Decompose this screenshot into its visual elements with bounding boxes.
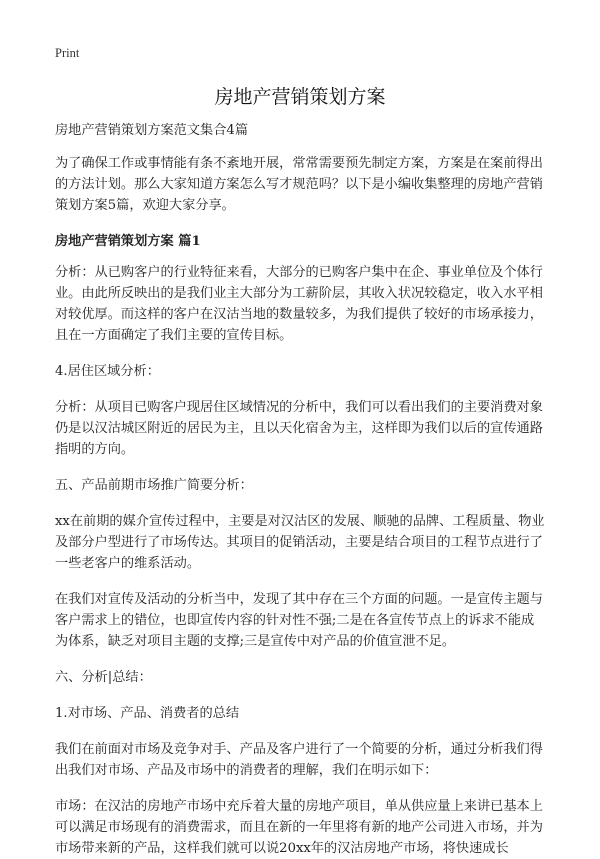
document-subtitle: 房地产营销策划方案范文集合4篇 xyxy=(55,123,249,138)
paragraph: 市场：在汉沽的房地产市场中充斥着大量的房地产项目，单从供应量上来讲已基本上可以满足市场现有的消费需求，而且在新的一年里将有新的地产公司进入市场，并为市场带来新的产品，这样我们就可以说20xx年的汉沽房地产市场，将快速成长 xyxy=(55,799,543,856)
paragraph: xx在前期的媒介宣传过程中，主要是对汉沽区的发展、顺驰的品牌、工程质量、物业及部分户型进行了市场传达。其项目的促销活动，主要是结合项目的工程节点进行了一些老客户的维系活动。 xyxy=(55,514,545,571)
print-label: Print xyxy=(55,46,80,60)
document-title: 房地产营销策划方案 xyxy=(214,86,386,108)
document-body xyxy=(55,120,547,859)
section-heading: 六、分析|总结： xyxy=(55,670,152,685)
paragraph: 在我们对宣传及活动的分析当中，发现了其中存在三个方面的问题。一是宣传主题与客户需求上的错位，也即宣传内容的针对性不强;二是在各宣传节点上的诉求不能成为体系，缺乏对项目主题的支撑;三是宣传中对产品的价值宣泄不足。 xyxy=(55,592,543,649)
paragraph: 分析：从已购客户的行业特征来看，大部分的已购客户集中在企、事业单位及个体行业。由此所反映出的是我们业主大部分为工薪阶层，其收入状况较稳定，收入水平相对较优厚。而这样的客户在汉沽当地的数量较多，为我们提供了较好的市场承接力，且在一方面确定了我们主要的宣传目标。 xyxy=(55,265,543,343)
list-item-heading: 4.居住区域分析： xyxy=(55,364,160,379)
paragraph: 分析：从项目已购客户现居住区域情况的分析中，我们可以看出我们的主要消费对象仍是以汉沽城区附近的居民为主，且以天化宿舍为主，这样即为我们以后的宣传通路指明的方向。 xyxy=(55,400,543,457)
section-heading: 房地产营销策划方案 篇1 xyxy=(55,234,201,249)
list-item-heading: 1.对市场、产品、消费者的总结 xyxy=(55,706,240,721)
section-heading: 五、产品前期市场推广简要分析： xyxy=(55,478,253,493)
paragraph: 我们在前面对市场及竞争对手、产品及客户进行了一个简要的分析，通过分析我们得出我们对市场、产品及市场中的消费者的理解，我们在明示如下： xyxy=(55,742,543,778)
intro-paragraph: 为了确保工作或事情能有条不紊地开展，常常需要预先制定方案，方案是在案前得出的方法计划。那么大家知道方案怎么写才规范吗？以下是小编收集整理的房地产营销策划方案5篇，欢迎大家分享。 xyxy=(55,156,543,213)
